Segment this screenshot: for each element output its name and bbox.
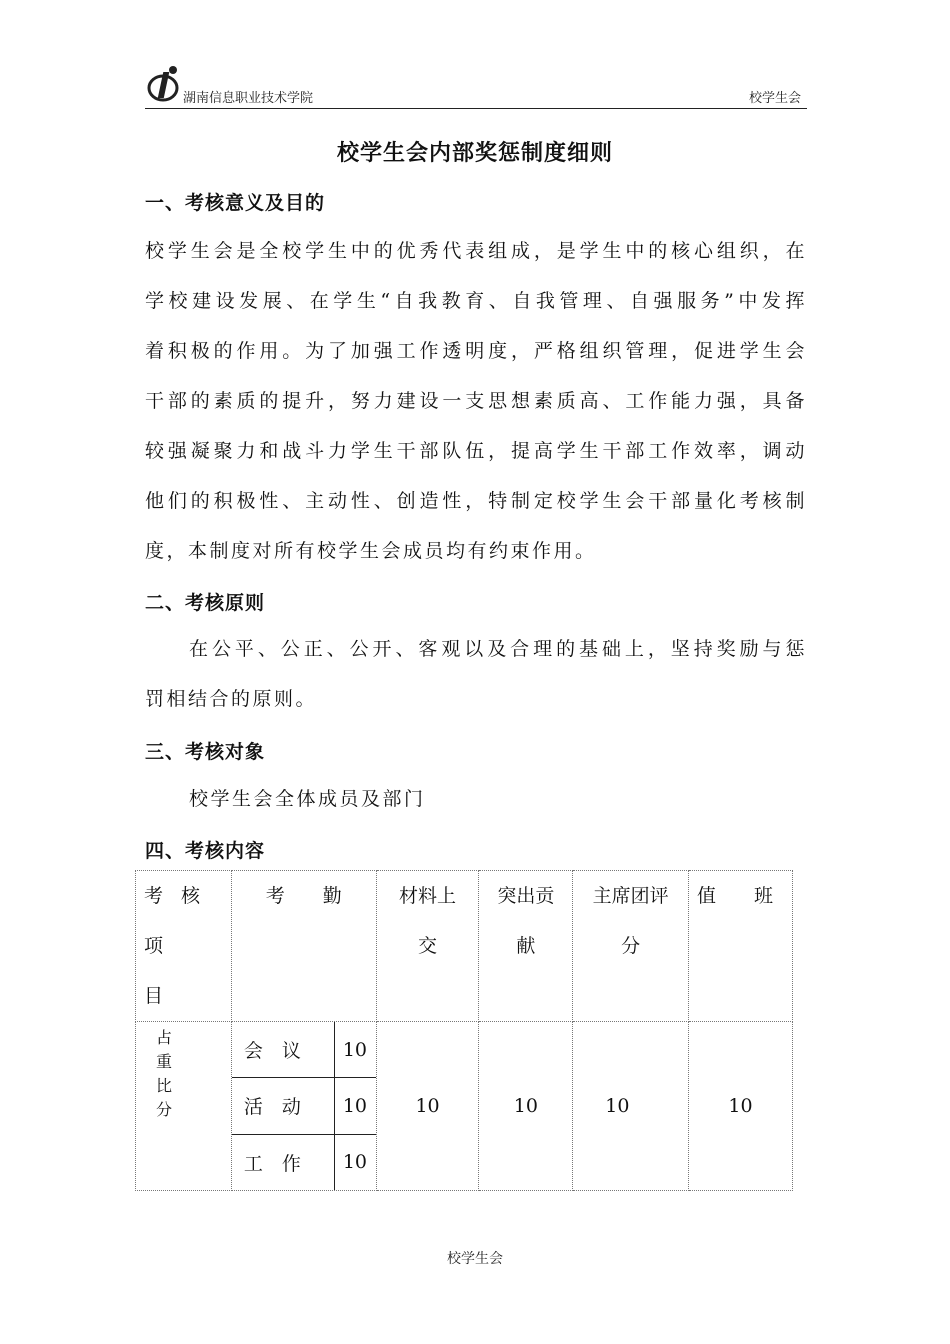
attendance-label: 工 作	[232, 1134, 335, 1190]
header-material-line: 材料上	[399, 885, 457, 907]
section-2-body	[145, 624, 807, 724]
attendance-value: 10	[342, 1038, 368, 1061]
header-attendance-cell	[231, 871, 376, 1022]
institution-name: 湖南信息职业技术学院	[183, 91, 314, 106]
header-material-line: 交	[418, 935, 438, 957]
section-1-line: 着积极的作用。为了加强工作透明度，严格组织管理，促进学生会	[145, 340, 807, 362]
assessment-table	[135, 870, 793, 1191]
weight-label	[136, 1022, 231, 1122]
section-2-line: 罚相结合的原则。	[145, 688, 318, 710]
presidium-value: 10	[573, 1022, 689, 1191]
header-contribution-line: 突出贡	[497, 885, 555, 907]
document-title: 校学生会内部奖惩制度细则	[336, 140, 613, 166]
weight-label-char: 比	[156, 1076, 173, 1095]
header-item-line: 考 核 项	[144, 885, 207, 957]
table-row	[136, 1022, 793, 1191]
header-duty: 值 班	[697, 885, 774, 907]
section-1-line: 干部的素质的提升，努力建设一支思想素质高、工作能力强，具备	[145, 390, 807, 412]
weight-label-char: 占	[156, 1028, 173, 1047]
header-item-line: 目	[144, 985, 164, 1007]
section-1-line: 他们的积极性、主动性、创造性，特制定校学生会干部量化考核制	[145, 490, 807, 512]
section-3-heading: 三、考核对象	[145, 741, 266, 763]
header-presidium-line: 分	[621, 935, 641, 957]
header-item-cell	[136, 871, 232, 1022]
attendance-value: 10	[334, 1134, 375, 1190]
duty-value: 10	[689, 1022, 793, 1191]
attendance-label: 活 动	[232, 1078, 335, 1135]
table-header-row	[136, 871, 793, 1022]
header-presidium-cell	[573, 871, 689, 1022]
header-presidium-line: 主席团评	[592, 885, 669, 907]
attendance-value: 10	[334, 1078, 375, 1135]
attendance-label: 会 议	[232, 1022, 335, 1078]
attendance-subtable	[232, 1022, 376, 1190]
weight-label-char: 分	[156, 1100, 173, 1119]
weight-label-char: 重	[156, 1052, 173, 1071]
section-1-heading: 一、考核意义及目的	[145, 192, 326, 214]
weight-label-cell	[136, 1022, 232, 1191]
section-2-line: 在公平、公正、公开、客观以及合理的基础上，坚持奖励与惩	[189, 638, 807, 660]
section-1-body	[145, 226, 807, 576]
section-1-line: 校学生会是全校学生中的优秀代表组成，是学生中的核心组织，在	[145, 240, 807, 262]
table-row	[232, 1078, 376, 1135]
contribution-value: 10	[479, 1022, 573, 1191]
section-1-line: 较强凝聚力和战斗力学生干部队伍，提高学生干部工作效率，调动	[145, 440, 807, 462]
header-material-cell	[376, 871, 479, 1022]
table-row	[232, 1022, 376, 1078]
section-4-heading: 四、考核内容	[145, 840, 266, 862]
material-value: 10	[376, 1022, 479, 1191]
header-contribution-line: 献	[516, 935, 536, 957]
page-footer: 校学生会	[447, 1251, 503, 1267]
header-contribution-cell	[479, 871, 573, 1022]
section-3-body: 校学生会全体成员及部门	[189, 788, 426, 810]
page-header	[145, 62, 807, 109]
section-1-line: 度，本制度对所有校学生会成员均有约束作用。	[145, 540, 597, 562]
section-1-line: 学校建设发展、在学生“自我教育、自我管理、自强服务”中发挥	[145, 290, 807, 312]
header-attendance: 考 勤	[265, 885, 342, 907]
attendance-subtable-cell	[231, 1022, 376, 1191]
school-logo-icon	[147, 64, 183, 104]
header-duty-cell	[689, 871, 793, 1022]
section-2-heading: 二、考核原则	[145, 592, 266, 614]
header-org-name: 校学生会	[748, 91, 801, 106]
table-row	[232, 1134, 376, 1190]
